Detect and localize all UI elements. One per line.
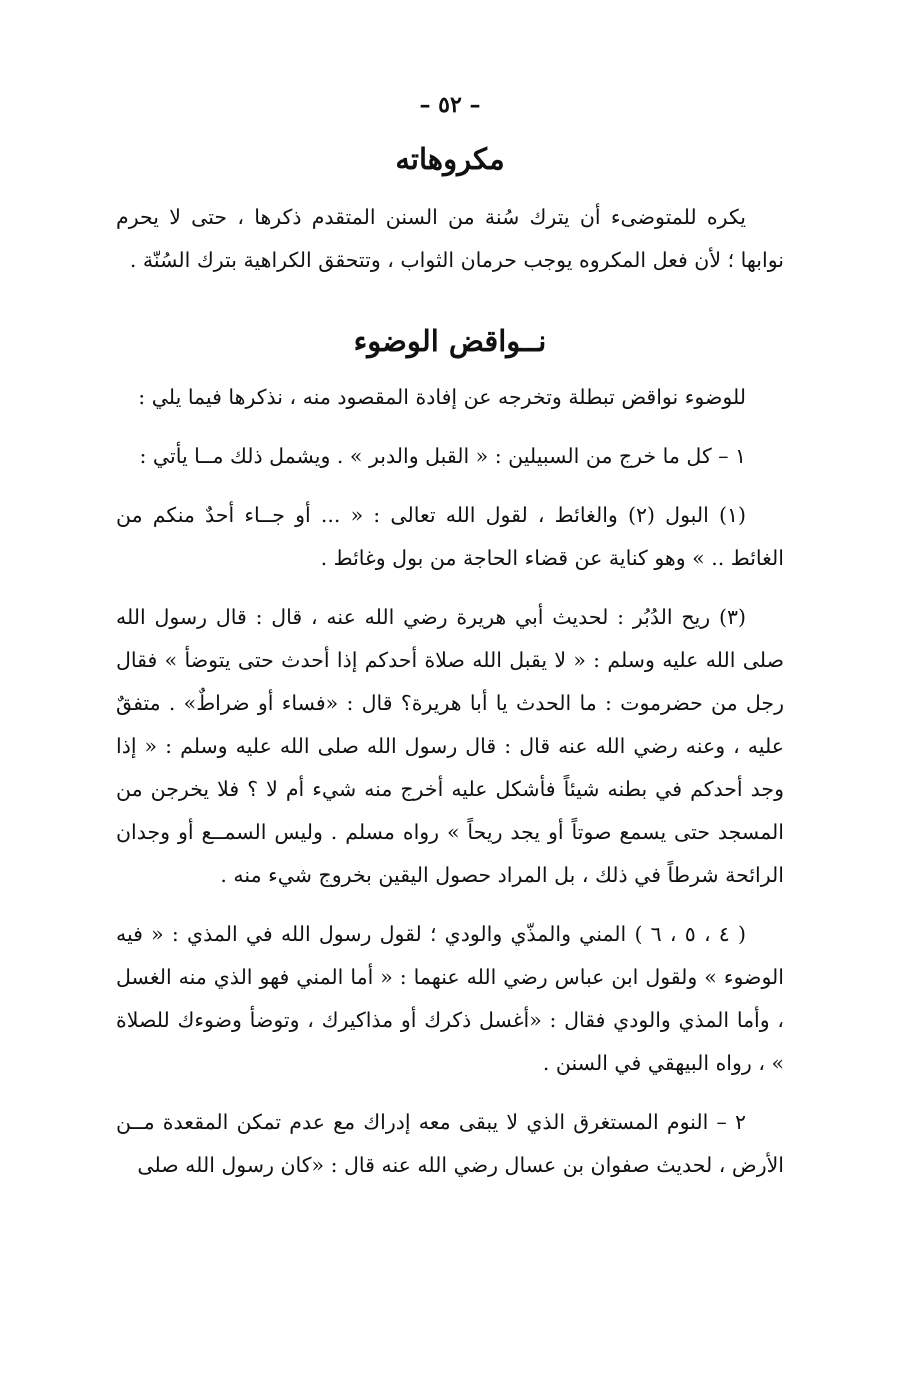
paragraph: للوضوء نواقض تبطلة وتخرجه عن إفادة المقصود منه ، نذكرها فيما يلي : <box>138 385 746 409</box>
section-title-nawaqid: نــواقض الوضوء <box>353 324 547 358</box>
section-title-makruhat: مكروهاته <box>395 142 505 176</box>
paragraph: (١) البول (٢) والغائط ، لقول الله تعالى : « ... أو جــاء أحدٌ منكم من الغائط .. » وهو كناية عن قضاء الحاجة من بول وغائط . <box>116 503 784 570</box>
page-number: – ٥٢ – <box>419 92 481 118</box>
paragraph: ١ – كل ما خرج من السبيلين : « القبل والدبر » . ويشمل ذلك مــا يأتي : <box>139 444 746 468</box>
paragraph: ٢ – النوم المستغرق الذي لا يبقى معه إدراك مع عدم تمكن المقعدة مــن الأرض ، لحديث صفوان بن عسال رضي الله عنه قال : «كان رسول الله صلى <box>116 1110 784 1177</box>
paragraph: يكره للمتوضىء أن يترك سُنة من السنن المتقدم ذكرها ، حتى لا يحرم نوابها ؛ لأن فعل المكروه يوجب حرمان الثواب ، وتتحقق الكراهية بترك السُنّة . <box>116 205 784 272</box>
paragraph: ( ٤ ، ٥ ، ٦ ) المني والمذّي والودي ؛ لقول رسول الله في المذي : « فيه الوضوء » ولقول ابن عباس رضي الله عنهما : « أما المني فهو الذي منه الغسل ، وأما المذي والودي فقال : «أغسل ذكرك أو مذاكيرك ، وتوضأ وضوءك للصلاة » ، رواه البيهقي في السنن . <box>116 922 784 1075</box>
paragraph: (٣) ريح الدُبُر : لحديث أبي هريرة رضي الله عنه ، قال : قال رسول الله صلى الله عليه وسلم : « لا يقبل الله صلاة أحدكم إذا أحدث حتى يتوضأ » فقال رجل من حضرموت : ما الحدث يا أبا هريرة؟ قال : «فساء أو ضراطٌ» . متفقٌ عليه ، وعنه رضي الله عنه قال : قال رسول الله صلى الله عليه وسلم : « إذا وجد أحدكم في بطنه شيئاً فأشكل عليه أخرج منه شيء أم لا ؟ فلا يخرجن من المسجد حتى يسمع صوتاً أو يجد ريحاً » رواه مسلم . وليس السمــع أو وجدان الرائحة شرطاً في ذلك ، بل المراد حصول اليقين بخروج شيء منه . <box>116 605 784 887</box>
